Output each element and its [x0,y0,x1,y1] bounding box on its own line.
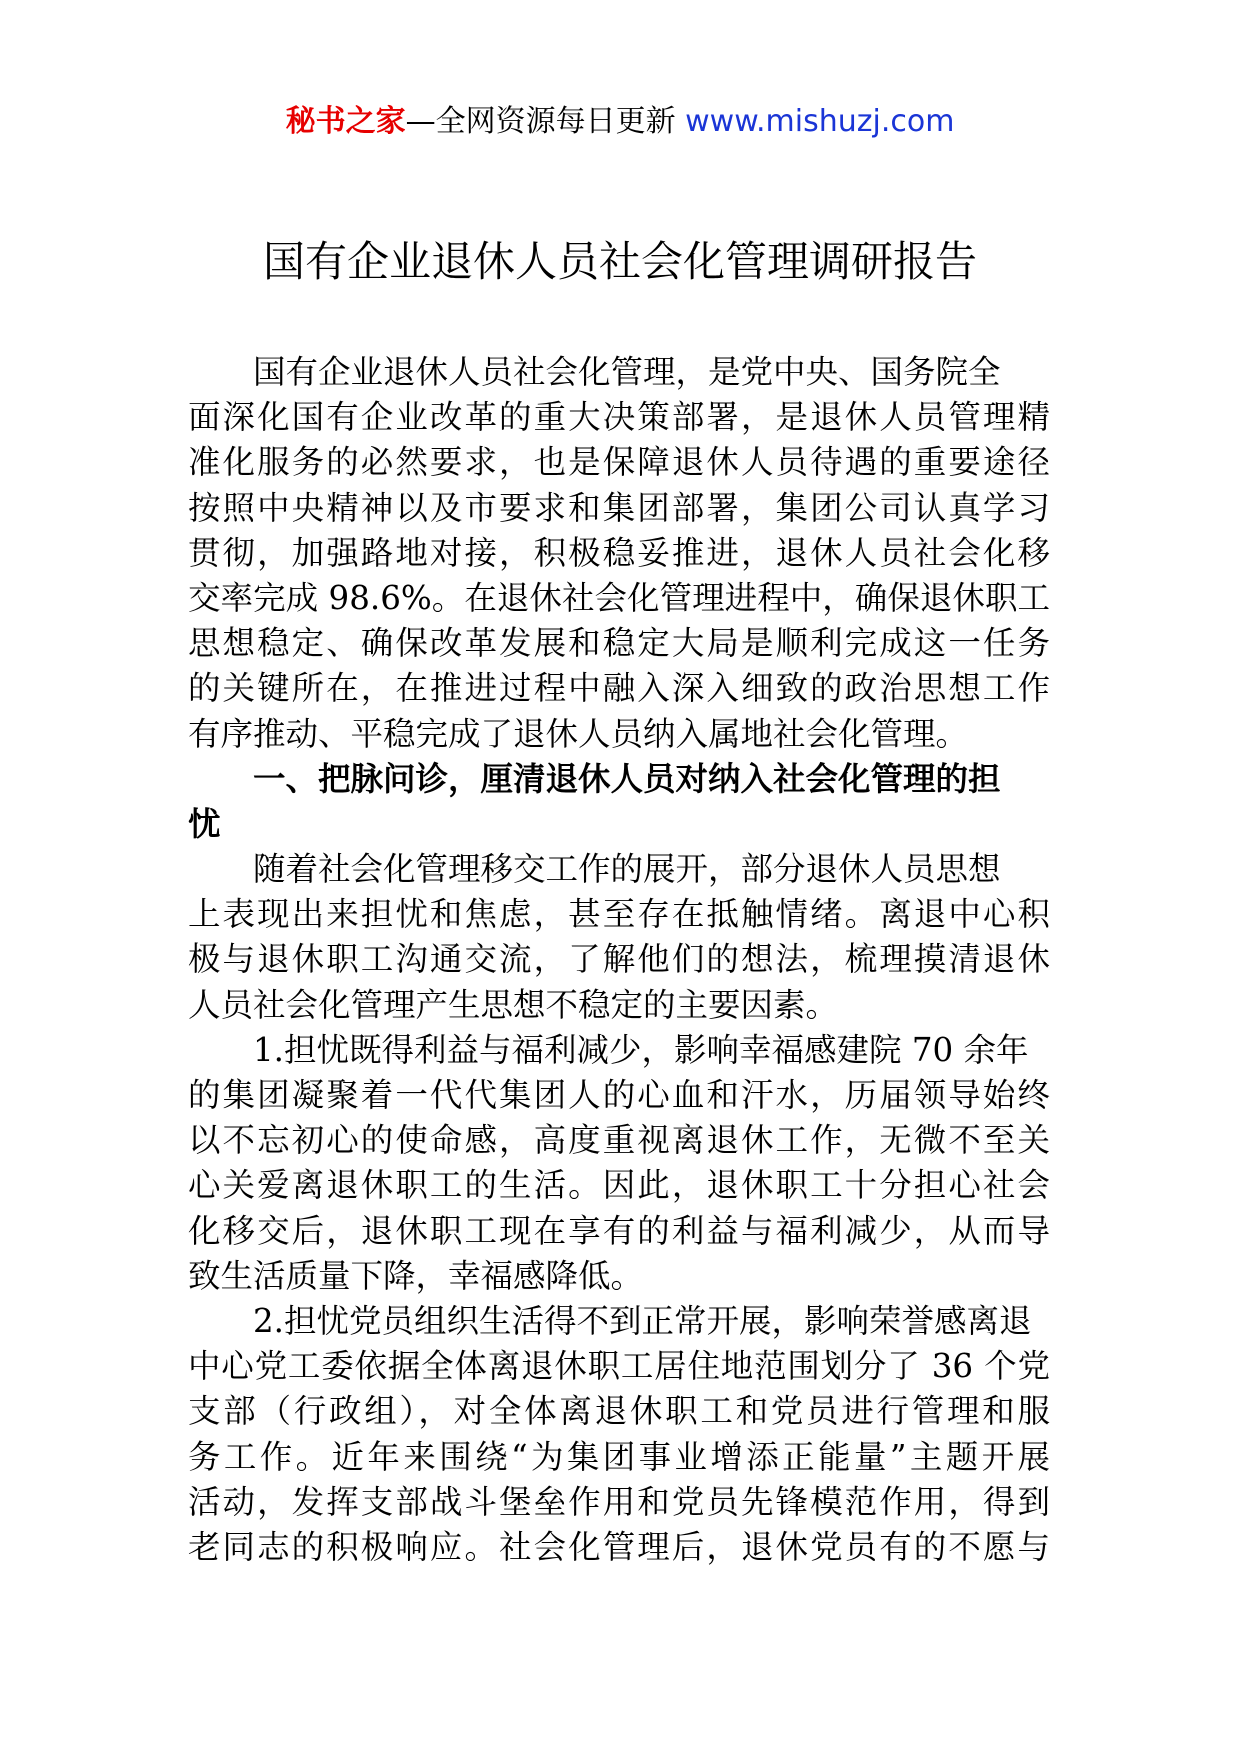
paragraph-line: 活动，发挥支部战斗堡垒作用和党员先锋模范作用，得到 [188,1482,1050,1521]
paragraph-line: 2.担忧党员组织生活得不到正常开展，影响荣誉感离退 [253,1301,1032,1340]
paragraph-line: 上表现出来担忧和焦虑，甚至存在抵触情绪。离退中心积 [188,895,1050,934]
paragraph-line: 以不忘初心的使命感，高度重视离退休工作，无微不至关 [188,1121,1050,1160]
paragraph-line: 随着社会化管理移交工作的展开，部分退休人员思想 [253,850,1001,889]
paragraph-line: 化移交后，退休职工现在享有的利益与福利减少，从而导 [188,1211,1050,1250]
paragraph-line: 致生活质量下降，幸福感降低。 [188,1256,644,1295]
paragraph-line: 思想稳定、确保改革发展和稳定大局是顺利完成这一任务 [188,624,1050,663]
paragraph-line: 有序推动、平稳完成了退休人员纳入属地社会化管理。 [188,714,969,753]
brand-name: 秘书之家 [285,104,406,139]
document-title: 国有企业退休人员社会化管理调研报告 [262,237,977,286]
paragraph-line: 交率完成 98.6%。在退休社会化管理进程中，确保退休职工 [188,578,1050,617]
paragraph-line: 按照中央精神以及市要求和集团部署，集团公司认真学习 [188,488,1050,527]
paragraph-line: 心关爱离退休职工的生活。因此，退休职工十分担心社会 [188,1166,1050,1205]
paragraph-line: 的关键所在，在推进过程中融入深入细致的政治思想工作 [188,669,1050,708]
paragraph-line: 支部（行政组），对全体离退休职工和党员进行管理和服 [188,1392,1050,1431]
paragraph-line: 的集团凝聚着一代代集团人的心血和汗水，历届领导始终 [188,1076,1050,1114]
paragraph-line: 务工作。近年来围绕“为集团事业增添正能量”主题开展 [188,1437,1050,1476]
site-url-link[interactable]: www.mishuzj.com [685,104,955,139]
paragraph-line: 极与退休职工沟通交流，了解他们的想法，梳理摸清退休 [188,940,1050,979]
paragraph-line: 贯彻，加强路地对接，积极稳妥推进，退休人员社会化移 [188,533,1050,572]
paragraph-line: 老同志的积极响应。社会化管理后，退休党员有的不愿与 [188,1527,1050,1566]
section-heading-line: 一、把脉问诊，厘清退休人员对纳入社会化管理的担 [253,759,1001,798]
paragraph-line: 国有企业退休人员社会化管理，是党中央、国务院全 [253,353,1001,391]
header-tagline: —全网资源每日更新 [405,104,686,139]
paragraph-line: 人员社会化管理产生思想不稳定的主要因素。 [188,985,839,1024]
paragraph-line: 1.担忧既得利益与福利减少，影响幸福感建院 70 余年 [253,1030,1029,1069]
document-body [188,350,1050,1570]
paragraph-line: 面深化国有企业改革的重大决策部署，是退休人员管理精 [188,398,1050,437]
site-header [0,100,1240,144]
paragraph-line: 中心党工委依据全体离退休职工居住地范围划分了 36 个党 [188,1347,1050,1386]
section-heading-line: 忧 [188,804,221,843]
paragraph-line: 准化服务的必然要求，也是保障退休人员待遇的重要途径 [188,443,1050,482]
